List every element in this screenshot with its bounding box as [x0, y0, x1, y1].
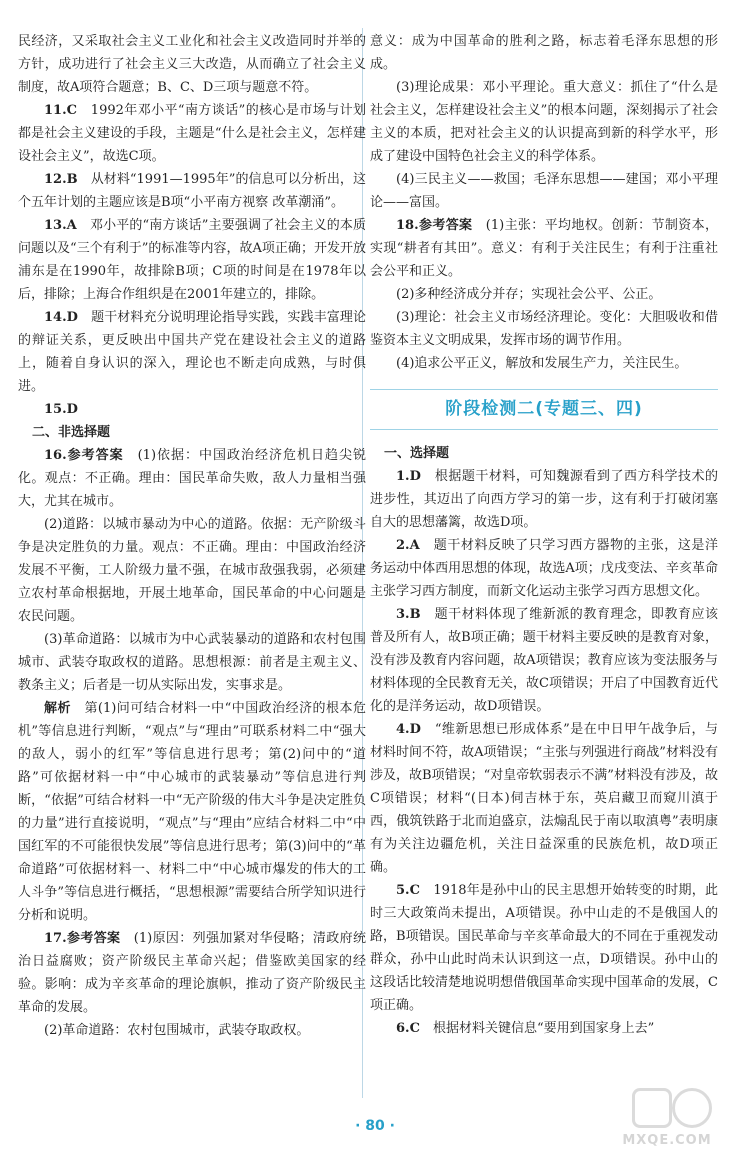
answer-paragraph [370, 30, 718, 76]
section-title: 阶段检测二(专题三、四) [370, 389, 718, 430]
paragraph-text: 1992年邓小平“南方谈话”的核心是市场与计划都是社会主义建设的手段，主题是“什么是社会主义，怎样建设社会主义”，故选C项。 [18, 103, 366, 164]
watermark-box-icon [632, 1088, 672, 1128]
question-number: 11.C [44, 103, 77, 118]
answer-paragraph [18, 168, 366, 214]
watermark-logo [592, 1088, 742, 1148]
answer-paragraph [18, 398, 366, 421]
answer-paragraph [18, 214, 366, 306]
answer-paragraph [370, 534, 718, 603]
paragraph-text: (1)主张：平均地权。创新：节制资本，实现“耕者有其田”。意义：有利于关注民生；有利于注重社会公平和正义。 [370, 218, 718, 279]
question-number: 17.参考答案 [44, 931, 121, 946]
paragraph-text: 民经济，又采取社会主义工业化和社会主义改造同时并举的方针，成功进行了社会主义三大改造，从而确立了社会主义制度，故A项符合题意；B、C、D三项与题意不符。 [18, 34, 366, 95]
question-number: 3.B [396, 607, 421, 622]
paragraph-text: (1)原因：列强加紧对华侵略；清政府统治日益腐败；资产阶级民主革命兴起；借鉴欧美国家的经验。影响：成为辛亥革命的理论旗帜，推动了资产阶级民主革命的发展。 [18, 931, 366, 1015]
question-number: 12.B [44, 172, 78, 187]
page-number: · 80 · [355, 1118, 395, 1134]
question-number: 18.参考答案 [396, 218, 473, 233]
question-number: 16.参考答案 [44, 448, 124, 463]
answer-paragraph [370, 603, 718, 718]
paragraph-text: 邓小平的“南方谈话”主要强调了社会主义的本质问题以及“三个有利于”的标准等内容，故A项正确；开发开放浦东是在1990年，故排除B项；C项的时间是在1978年以后，排除；上海合作组织是在2001年建立的，排除。 [18, 218, 366, 302]
answer-paragraph [18, 697, 366, 927]
paragraph-text: 意义：成为中国革命的胜利之路，标志着毛泽东思想的形成。 [370, 34, 718, 72]
answer-paragraph [370, 465, 718, 534]
question-number: 5.C [396, 883, 420, 898]
left-column [18, 30, 366, 1042]
question-number: 2.A [396, 538, 420, 553]
paragraph-text: (2)道路：以城市暴动为中心的道路。依据：无产阶级斗争是决定胜负的力量。观点：不正确。理由：中国政治经济发展不平衡，工人阶级力量不强，在城市敌强我弱，必须建立农村革命根据地，开展土地革命，国民革命的中心问题是农民问题。 [18, 517, 366, 624]
paragraph-text: “维新思想已形成体系”是在中日甲午战争后，与材料时间不符，故A项错误；“主张与列强进行商战”材料没有涉及，故B项错误；“对皇帝软弱表示不满”材料没有涉及，故C项错误；材料“(日本)伺吉林于东，英启藏卫而窥川滇于西，俄筑铁路于北而迫盛京，法煽乱民于南以取滇粤”表明康有为关注边疆危机，关注日益深重的民族危机，故D项正确。 [370, 722, 718, 875]
answer-paragraph [18, 513, 366, 628]
paragraph-text: (2)多种经济成分并存；实现社会公平、公正。 [396, 287, 662, 302]
paragraph-text: (3)理论成果：邓小平理论。重大意义：抓住了“什么是社会主义，怎样建设社会主义”的根本问题，深刻揭示了社会主义的本质，把对社会主义的认识提高到新的科学水平，形成了建设中国特色社会主义的科学体系。 [370, 80, 718, 164]
paragraph-text: (4)追求公平正义，解放和发展生产力，关注民生。 [396, 356, 688, 371]
question-number: 15.D [44, 402, 78, 417]
watermark-text: MXQE.COM [622, 1133, 712, 1148]
paragraph-text: 从材料“1991—1995年”的信息可以分析出，这个五年计划的主题应该是B项“小平南方视察 改革潮涌”。 [18, 172, 366, 210]
answer-paragraph [18, 30, 366, 99]
paragraph-text: 1918年是孙中山的民主思想开始转变的时期，此时三大政策尚未提出，A项错误。孙中山走的不是俄国人的路，B项错误。国民革命与辛亥革命最大的不同在于重视发动群众，孙中山此时尚未认识到这一点，D项错误。孙中山的这段话比较清楚地说明想借俄国革命实现中国革命的发展，C项正确。 [370, 883, 718, 1013]
watermark-circle-icon [672, 1088, 712, 1128]
subsection-heading: 一、选择题 [384, 446, 450, 461]
paragraph-text: 根据材料关键信息“要用到国家身上去” [432, 1021, 655, 1036]
answer-paragraph [18, 1019, 366, 1042]
paragraph-text: (2)革命道路：农村包围城市，武装夺取政权。 [44, 1023, 310, 1038]
question-number: 解析 [44, 701, 71, 716]
question-number: 6.C [396, 1021, 420, 1036]
paragraph-text: 题干材料体现了维新派的教育理念，即教育应该普及所有人，故B项正确；题干材料主要反映的是教育对象，没有涉及教育内容问题，故A项错误；教育应该为变法服务与材料体现的全民教育无关，故C项错误；开启了中国教育近代化的是洋务运动，故D项错误。 [370, 607, 718, 714]
right-column [370, 30, 718, 1040]
answer-paragraph [370, 879, 718, 1017]
answer-paragraph [370, 283, 718, 306]
paragraph-text: (3)理论：社会主义市场经济理论。变化：大胆吸收和借鉴资本主义文明成果，发挥市场的调节作用。 [370, 310, 718, 348]
question-number: 13.A [44, 218, 77, 233]
question-number: 4.D [396, 722, 421, 737]
answer-paragraph [370, 76, 718, 168]
answer-paragraph [18, 99, 366, 168]
question-number: 14.D [44, 310, 78, 325]
paragraph-text: 题干材料充分说明理论指导实践，实践丰富理论的辩证关系，更反映出中国共产党在建设社会主义的道路上，随着自身认识的深入，理论也不断走向成熟，与时俱进。 [18, 310, 366, 394]
answer-paragraph [370, 214, 718, 283]
paragraph-text: (4)三民主义——救国；毛泽东思想——建国；邓小平理论——富国。 [370, 172, 718, 210]
answer-paragraph [18, 306, 366, 398]
answer-paragraph [370, 718, 718, 879]
answer-paragraph [370, 1017, 718, 1040]
paragraph-text: 根据题干材料，可知魏源看到了西方科学技术的进步性，其迈出了向西方学习的第一步，这有利于打破闭塞自大的思想藩篱，故选D项。 [370, 469, 718, 530]
paragraph-text: (1)依据：中国政治经济危机日趋尖锐化。观点：不正确。理由：国民革命失败，敌人力量相当强大，尤其在城市。 [18, 448, 366, 509]
paragraph-text: 题干材料反映了只学习西方器物的主张，这是洋务运动中体西用思想的体现，故选A项；戊戌变法、辛亥革命主张学习西方制度，而新文化运动主张学习西方思想文化。 [370, 538, 718, 599]
answer-paragraph [370, 352, 718, 375]
answer-paragraph [18, 927, 366, 1019]
paragraph-text: (3)革命道路：以城市为中心武装暴动的道路和农村包围城市、武装夺取政权的道路。思想根源：前者是主观主义、教条主义；后者是一切从实际出发，实事求是。 [18, 632, 366, 693]
paragraph-text: 第(1)问可结合材料一中“中国政治经济的根本危机”等信息进行判断，“观点”与“理由”可联系材料二中“强大的敌人，弱小的红军”等信息进行思考；第(2)问中的“道路”可依据材料一中“中心城市的武装暴动”等信息进行判断，“依据”可结合材料一中“无产阶级的伟大斗争是决定胜负的力量”进行直接说明，“观点”与“理由”应结合材料二中“中国红军的不可能很快发展”等信息进行思考；第(3)问中的“革命道路”可依据材料一、材料二中“中心城市爆发的伟大的工人斗争”等信息进行概括，“思想根源”需要结合所学知识进行分析和说明。 [18, 701, 366, 923]
answer-paragraph [370, 168, 718, 214]
question-number: 1.D [396, 469, 421, 484]
answer-paragraph [370, 306, 718, 352]
answer-paragraph [18, 444, 366, 513]
subsection-heading: 二、非选择题 [32, 425, 111, 440]
answer-paragraph [18, 628, 366, 697]
